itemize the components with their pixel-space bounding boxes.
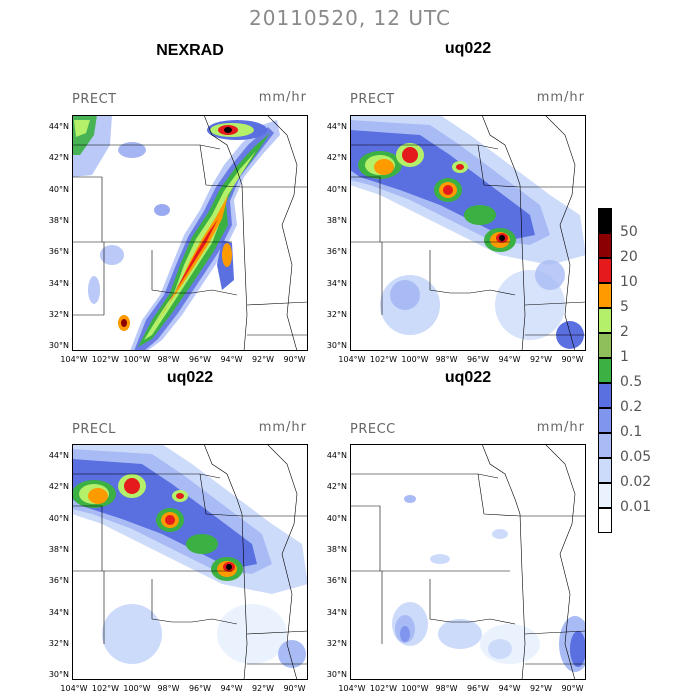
colorbar-segment (598, 208, 612, 233)
lon-tick-label: 100°W (401, 684, 429, 693)
lon-tick-label: 100°W (401, 355, 429, 364)
lat-tick-label: 30°N (326, 670, 347, 680)
lat-tick-label: 34°N (48, 607, 69, 617)
lat-tick-label: 32°N (326, 638, 347, 648)
lat-tick-label: 38°N (48, 544, 69, 554)
lat-tick-label: 38°N (326, 215, 347, 225)
lat-tick-label: 30°N (48, 670, 69, 680)
lon-tick-label: 104°W (338, 684, 366, 693)
lat-tick-label: 32°N (48, 638, 69, 648)
lat-tick-label: 44°N (326, 122, 347, 131)
colorbar-segment (598, 408, 612, 433)
lat-tick-label: 44°N (48, 122, 69, 131)
lon-tick-label: 90°W (283, 355, 306, 364)
lat-tick-label: 36°N (326, 247, 347, 257)
lon-tick-label: 94°W (498, 355, 521, 364)
lon-tick-label: 92°W (529, 355, 553, 364)
lat-tick-label: 36°N (326, 576, 347, 586)
panel-1-title: NEXRAD (156, 42, 224, 59)
lon-tick-label: 90°W (283, 684, 306, 693)
lat-tick-label: 44°N (48, 451, 69, 460)
lon-tick-label: 98°W (435, 355, 458, 364)
lat-tick-label: 34°N (326, 278, 347, 288)
lon-tick-label: 92°W (529, 684, 553, 693)
colorbar-label: 2 (620, 324, 629, 340)
lon-tick-label: 96°W (188, 355, 212, 364)
colorbar-label: 0.05 (620, 449, 652, 465)
lon-tick-label: 96°W (188, 684, 212, 693)
colorbar-segment (598, 458, 612, 483)
panel-3-title: uq022 (166, 369, 214, 386)
lon-tick-label: 96°W (466, 355, 490, 364)
lat-tick-label: 34°N (326, 607, 347, 617)
colorbar-segment (598, 333, 612, 358)
panel-4-title: uq022 (444, 369, 492, 386)
panel-1-unit: mm/hr (258, 90, 307, 105)
colorbar-segment (598, 233, 612, 258)
panel-3-variable: PRECL (72, 422, 116, 437)
lon-tick-label: 104°W (60, 684, 88, 693)
map-panel-uq022-prect (350, 115, 586, 351)
lat-tick-label: 38°N (326, 544, 347, 554)
lat-tick-label: 40°N (326, 513, 347, 523)
lon-tick-label: 102°W (369, 355, 398, 364)
panel-4-variable: PRECC (350, 422, 396, 437)
panel-4-unit: mm/hr (536, 420, 585, 435)
colorbar-segment (598, 283, 612, 308)
lat-tick-label: 42°N (326, 153, 347, 163)
map-panel-uq022-precl (72, 444, 308, 680)
colorbar-label: 20 (620, 249, 638, 265)
lon-tick-label: 90°W (561, 355, 584, 364)
colorbar-segment (598, 258, 612, 283)
lat-tick-label: 30°N (48, 341, 69, 351)
lat-tick-label: 32°N (48, 309, 69, 319)
lat-tick-label: 38°N (48, 215, 69, 225)
colorbar-label: 1 (620, 349, 629, 365)
lat-tick-label: 36°N (48, 576, 69, 586)
colorbar-label: 0.2 (620, 399, 643, 415)
lon-tick-label: 94°W (220, 684, 243, 693)
lon-tick-label: 102°W (91, 684, 120, 693)
colorbar-label: 0.5 (620, 374, 643, 390)
colorbar-segment (598, 508, 612, 533)
lat-tick-label: 30°N (326, 341, 347, 351)
colorbar-label: 10 (620, 274, 638, 290)
colorbar-label: 50 (620, 224, 638, 240)
lon-tick-label: 98°W (157, 684, 180, 693)
colorbar-segment (598, 308, 612, 333)
colorbar-segment (598, 358, 612, 383)
colorbar-label: 5 (620, 299, 629, 315)
lat-tick-label: 42°N (48, 153, 69, 163)
lat-tick-label: 42°N (326, 482, 347, 492)
panel-3-unit: mm/hr (258, 420, 307, 435)
panel-2-title: uq022 (444, 40, 492, 57)
lat-tick-label: 36°N (48, 247, 69, 257)
lon-tick-label: 98°W (435, 684, 458, 693)
colorbar-segment (598, 483, 612, 508)
panel-2-unit: mm/hr (536, 90, 585, 105)
colorbar-label: 0.02 (620, 474, 652, 490)
map-panel-nexrad-prect (72, 115, 308, 351)
lon-tick-label: 100°W (123, 355, 151, 364)
colorbar-segment (598, 383, 612, 408)
map-panel-uq022-precc (350, 444, 586, 680)
lat-tick-label: 40°N (48, 513, 69, 523)
lon-tick-label: 102°W (369, 684, 398, 693)
lat-tick-label: 42°N (48, 482, 69, 492)
lon-tick-label: 104°W (60, 355, 88, 364)
panel-2-variable: PRECT (350, 92, 395, 107)
panel-1-variable: PRECT (72, 92, 117, 107)
lat-tick-label: 40°N (326, 184, 347, 194)
lon-tick-label: 90°W (561, 684, 584, 693)
lon-tick-label: 98°W (157, 355, 180, 364)
lat-tick-label: 40°N (48, 184, 69, 194)
lon-tick-label: 94°W (498, 684, 521, 693)
lon-tick-label: 92°W (251, 355, 275, 364)
colorbar-segment (598, 433, 612, 458)
colorbar-label: 0.01 (620, 499, 652, 515)
lon-tick-label: 102°W (91, 355, 120, 364)
lon-tick-label: 100°W (123, 684, 151, 693)
lon-tick-label: 96°W (466, 684, 490, 693)
lat-tick-label: 34°N (48, 278, 69, 288)
lat-tick-label: 32°N (326, 309, 347, 319)
colorbar (598, 208, 612, 533)
colorbar-label: 0.1 (620, 424, 643, 440)
lat-tick-label: 44°N (326, 451, 347, 460)
lon-tick-label: 94°W (220, 355, 243, 364)
figure-title: 20110520, 12 UTC (249, 6, 451, 30)
lon-tick-label: 104°W (338, 355, 366, 364)
lon-tick-label: 92°W (251, 684, 275, 693)
